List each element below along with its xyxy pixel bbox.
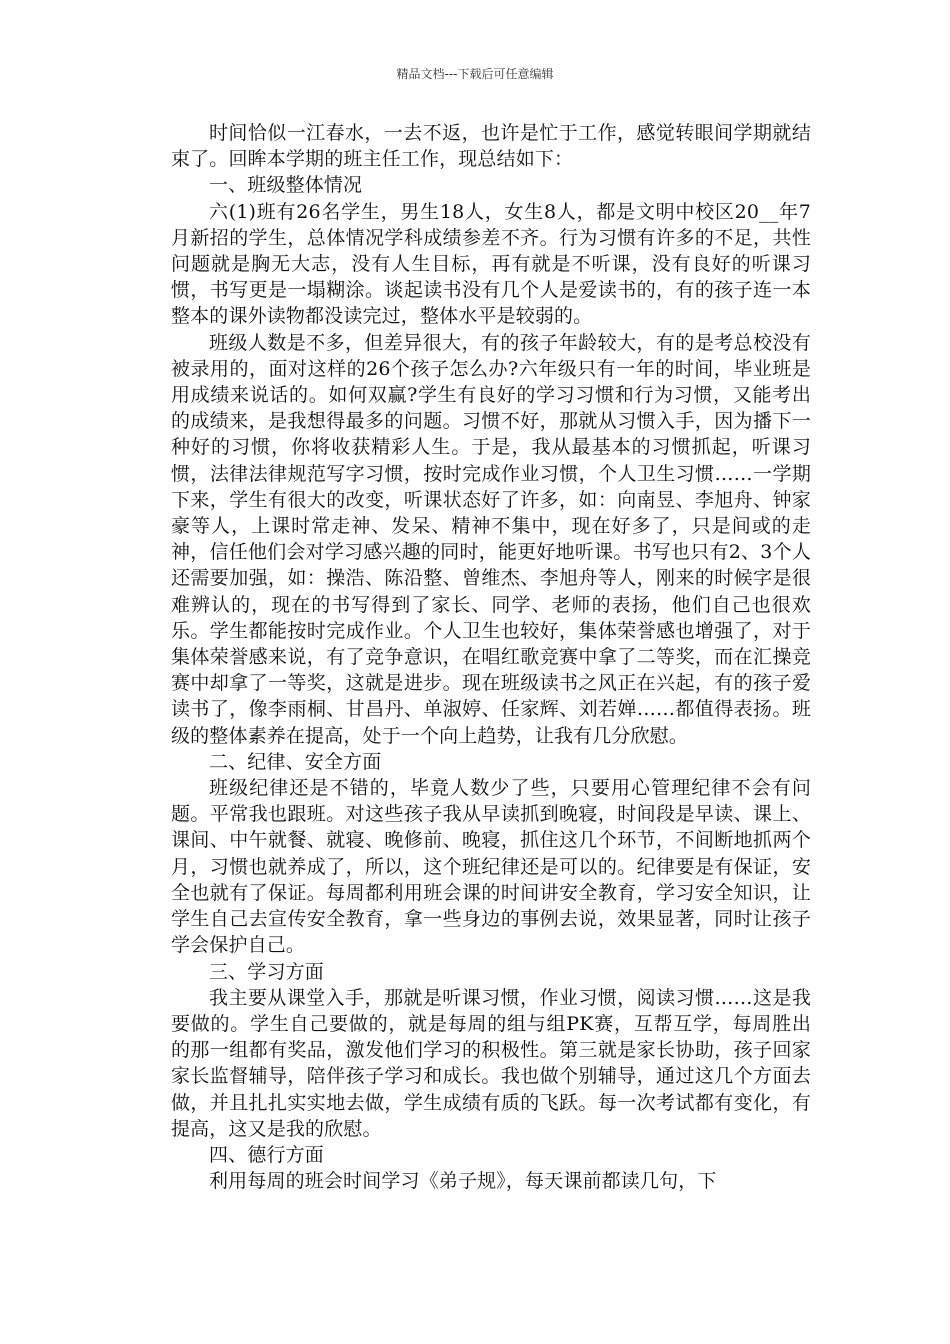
document-body [171, 120, 811, 1194]
section-heading-class-overview: 一、班级整体情况 [209, 174, 363, 197]
section-heading-discipline-safety: 二、纪律、安全方面 [209, 750, 382, 773]
class-overview-paragraph-2: 班级人数是不多，但差异很大，有的孩子年龄较大，有的是考总校没有被录用的，面对这样的26个孩子怎么办?六年级只有一年的时间，毕业班是用成绩来说话的。如何双赢?学生有良好的学习习惯和行为习惯，又能考出的成绩来，是我想得最多的问题。习惯不好，那就从习惯入手，因为播下一种好的习惯，你将收获精彩人生。于是，我从最基本的习惯抓起，听课习惯，法律法律规范写字习惯，按时完成作业习惯，个人卫生习惯……一学期下来，学生有很大的改变，听课状态好了许多，如：向南昱、李旭舟、钟家豪等人，上课时常走神、发呆、精神不集中，现在好多了，只是间或的走神，信任他们会对学习感兴趣的同时，能更好地听课。书写也只有2、3个人还需要加强，如：操浩、陈沿整、曾维杰、李旭舟等人，刚来的时候字是很难辨认的，现在的书写得到了家长、同学、老师的表扬，他们自己也很欢乐。学生都能按时完成作业。个人卫生也较好，集体荣誉感也增强了，对于集体荣誉感来说，有了竞争意识，在唱红歌竞赛中拿了二等奖，而在汇操竞赛中却拿了一等奖，这就是进步。现在班级读书之风正在兴起，有的孩子爱读书了，像李雨桐、甘昌丹、单淑婷、任家辉、刘若婵……都值得表扬。班级的整体素养在提高，处于一个向上趋势，让我有几分欣慰。 [171, 331, 811, 747]
moral-conduct-paragraph: 利用每周的班会时间学习《弟子规》，每天课前都读几句，下 [209, 1170, 717, 1193]
study-paragraph: 我主要从课堂入手，那就是听课习惯，作业习惯，阅读习惯……这是我要做的。学生自己要做的，就是每周的组与组PK赛，互帮互学，每周胜出的那一组都有奖品，激发他们学习的积极性。第三就是家长协助，孩子回家家长监督辅导，陪伴孩子学习和成长。我也做个别辅导，通过这几个方面去做，并且扎扎实实地去做，学生成绩有质的飞跃。每一次考试都有变化，有提高，这又是我的欣慰。 [171, 986, 811, 1140]
section-heading-moral-conduct: 四、德行方面 [209, 1143, 324, 1166]
page-header-watermark: 精品文档---下载后可任意编辑 [396, 67, 554, 81]
discipline-safety-paragraph: 班级纪律还是不错的，毕竟人数少了些，只要用心管理纪律不会有问题。平常我也跟班。对这些孩子我从早读抓到晚寝，时间段是早读、课上、课间、中午就餐、就寝、晚修前、晚寝，抓住这几个环节，不间断地抓两个月，习惯也就养成了，所以，这个班纪律还是可以的。纪律要是有保证，安全也就有了保证。每周都利用班会课的时间讲安全教育，学习安全知识，让学生自己去宣传安全教育，拿一些身边的事例去说，效果显著，同时让孩子学会保护自己。 [171, 777, 811, 957]
intro-paragraph: 时间恰似一江春水，一去不返，也许是忙于工作，感觉转眼间学期就结束了。回眸本学期的班主任工作，现总结如下： [171, 122, 811, 171]
section-heading-study: 三、学习方面 [209, 960, 324, 983]
class-overview-paragraph-1: 六(1)班有26名学生，男生18人，女生8人，都是文明中校区20__年7月新招的学生，总体情况学科成绩参差不齐。行为习惯有许多的不足，共性问题就是胸无大志，没有人生目标，再有就是不听课，没有良好的听课习惯，书写更是一塌糊涂。谈起读书没有几个人是爱读书的，有的孩子连一本整本的课外读物都没读完过，整体水平是较弱的。 [171, 200, 811, 328]
